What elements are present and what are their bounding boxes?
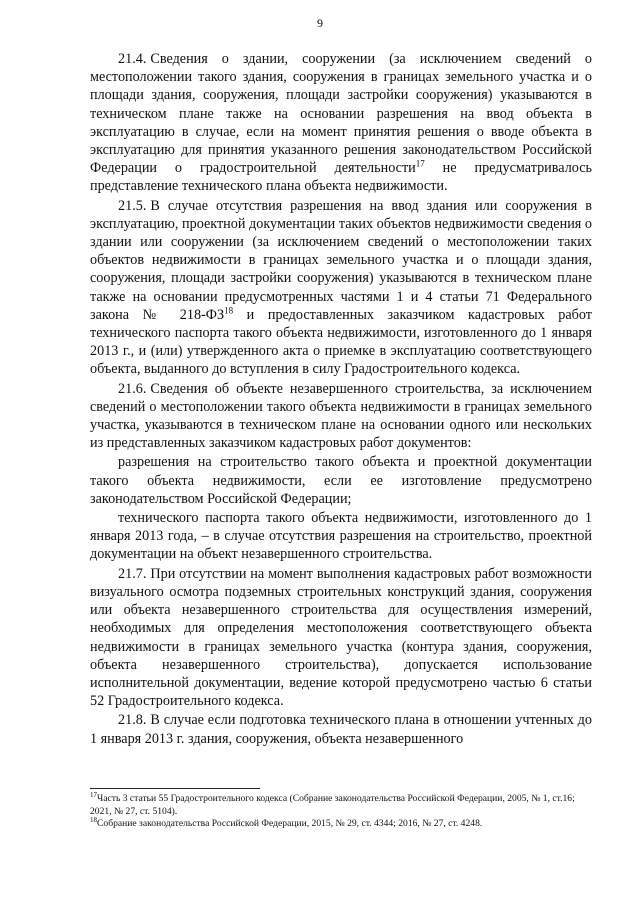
paragraph-21-5 — [90, 197, 592, 379]
paragraph-21-4 — [90, 50, 592, 196]
paragraph-text: В случае отсутствия разрешения на ввод здания или сооружения в эксплуатацию, проектной документации таких объектов недвижимости сведения о здании или сооружении (за исключением сведений о местоположении таких объектов недвижимости в границах земельного участка и о площади здания, сооружения, площади застройки сооружения) указываются в техническом плане также на основании предусмотренных частями 1 и 4 статьи 71 Федерального закона № 218-ФЗ — [90, 197, 592, 323]
clause-number: 21.5. — [118, 197, 147, 214]
footnote-ref-17[interactable]: 17 — [415, 158, 425, 169]
paragraph-text: При отсутствии на момент выполнения кадастровых работ возможности визуального осмотра подземных строительных конструкций здания, сооружения или объекта незавершенного строительства для осуществления измерений, необходимых для определения местоположения соответствующего объекта недвижимости в границах земельного участка (контура здания, сооружения, объекта незавершенного строительства), допускается использование исполнительной документации, ведение которой предусмотрено частью 6 статьи 52 Градостроительного кодекса. — [90, 565, 592, 710]
clause-number: 21.8. — [118, 712, 147, 729]
list-item-building-permit — [90, 453, 592, 508]
document-body — [90, 50, 592, 749]
clause-number: 21.7. — [118, 565, 147, 582]
clause-number: 21.6. — [118, 380, 147, 397]
clause-number: 21.4. — [118, 51, 147, 67]
paragraph-text-tail: не предусматривалось представление технического плана объекта недвижимости. — [90, 160, 592, 195]
paragraph-text: Сведения об объекте незавершенного строительства, за исключением сведений о местоположении такого объекта недвижимости в границах земельного участка, указываются в техническом плане на основании одного или нескольких из представленных заказчиком кадастровых работ документов: — [90, 380, 592, 452]
page-number: 9 — [317, 16, 323, 30]
footnote-18 — [90, 818, 592, 831]
paragraph-text: технического паспорта такого объекта недвижимости, изготовленного до 1 января 2013 года, – в случае отсутствия разрешения на строительство, проектной документации на объект незавершенного строительства. — [90, 510, 592, 563]
paragraph-21-7 — [90, 565, 592, 711]
footnote-mark: 17 — [90, 790, 97, 799]
paragraph-21-8 — [90, 711, 592, 747]
footnote-text: Часть 3 статьи 55 Градостроительного кодекса (Собрание законодательства Российской Федерации, 2005, № 1, ст.16; 2021, № 27, ст. 5104). — [90, 793, 575, 817]
paragraph-text: В случае если подготовка технического плана в отношении учтенных до 1 января 2013 г. здания, сооружения, объекта незавершенного — [90, 712, 592, 747]
footnote-17 — [90, 790, 592, 818]
footnote-divider — [90, 788, 260, 789]
paragraph-text: Сведения о здании, сооружении (за исключением сведений о местоположении такого здания, сооружения в границах земельного участка и о площади здания, сооружения, площади застройки сооружения) указываются в техническом плане также на основании разрешения на ввод объекта в эксплуатацию в случае, если на момент принятия решения о вводе объекта в эксплуатацию для принятия указанного решения законодательством Российской Федерации о градостроительной деятельности — [90, 51, 592, 177]
footnotes — [90, 790, 592, 831]
list-item-technical-passport — [90, 509, 592, 564]
footnote-ref-18[interactable]: 18 — [224, 305, 234, 316]
paragraph-text-tail: и предоставленных заказчиком кадастровых работ технического паспорта такого объекта недвижимости, изготовленного до 1 января 2013 г., и (или) утвержденного акта о приемке в эксплуатацию соответствующего объекта, выданного до вступления в силу Градостроительного кодекса. — [90, 306, 592, 378]
paragraph-text: разрешения на строительство такого объекта и проектной документации такого объекта недвижимости, если ее изготовление предусмотрено законодательством Российской Федерации; — [90, 454, 592, 507]
footnote-text: Собрание законодательства Российской Федерации, 2015, № 29, ст. 4344; 2016, № 27, ст. 4248. — [97, 818, 483, 830]
footnote-mark: 18 — [90, 816, 97, 824]
paragraph-21-6 — [90, 380, 592, 453]
